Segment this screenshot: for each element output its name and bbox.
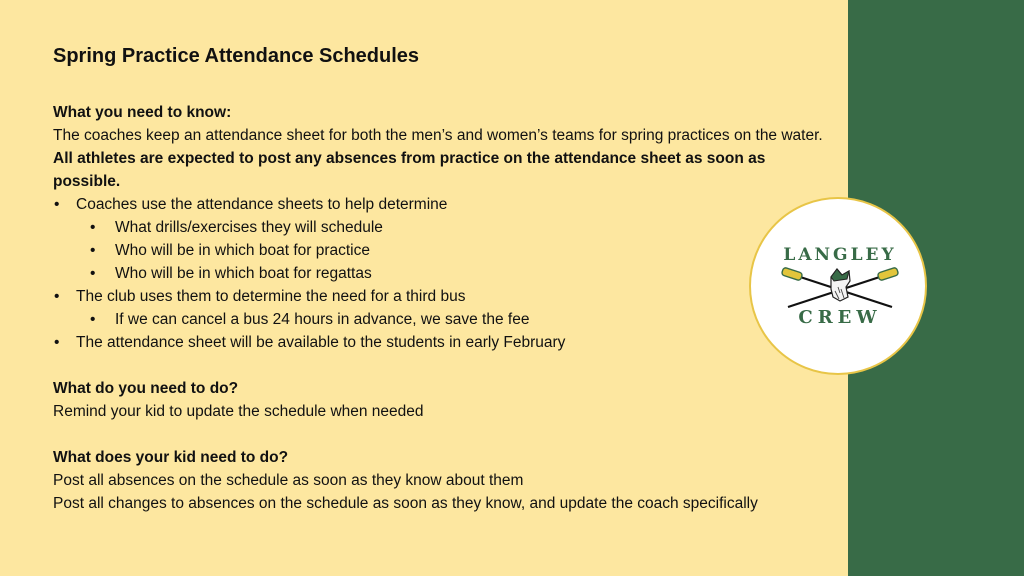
logo-top-text: LANGLEY xyxy=(783,245,897,265)
sub-bullet-item: • If we can cancel a bus 24 hours in advance, we save the fee xyxy=(53,308,833,331)
section-kid-heading: What does your kid need to do? xyxy=(53,449,289,466)
section-know-intro xyxy=(53,124,833,193)
section-know-heading: What you need to know: xyxy=(53,104,232,121)
intro-text: The coaches keep an attendance sheet for both the men’s and women’s teams for spring practices on the water. xyxy=(53,127,823,144)
logo-circle xyxy=(749,197,927,375)
sub-bullet-item: • Who will be in which boat for regattas xyxy=(53,262,833,285)
logo-bottom-text: CREW xyxy=(798,307,882,328)
section-do-line: Remind your kid to update the schedule when needed xyxy=(53,403,424,420)
bullet-item: • The attendance sheet will be available to the students in early February xyxy=(53,331,833,354)
slide-content xyxy=(53,42,833,515)
sub-bullet-item: • What drills/exercises they will schedule xyxy=(53,216,833,239)
bullet-item: • The club uses them to determine the need for a third bus xyxy=(53,285,833,308)
langley-crew-logo xyxy=(780,241,900,331)
intro-bold-text: All athletes are expected to post any absences from practice on the attendance sheet as soon as possible. xyxy=(53,150,766,190)
bullet-item: • Coaches use the attendance sheets to help determine xyxy=(53,193,833,216)
sub-bullet-item: • Who will be in which boat for practice xyxy=(53,239,833,262)
slide-title: Spring Practice Attendance Schedules xyxy=(53,45,420,67)
section-do-heading: What do you need to do? xyxy=(53,380,239,397)
section-kid-line-2: Post all changes to absences on the schedule as soon as they know, and update the coach specifically xyxy=(53,495,758,512)
bullet-list xyxy=(53,193,833,354)
section-kid-line-1: Post all absences on the schedule as soon as they know about them xyxy=(53,472,524,489)
